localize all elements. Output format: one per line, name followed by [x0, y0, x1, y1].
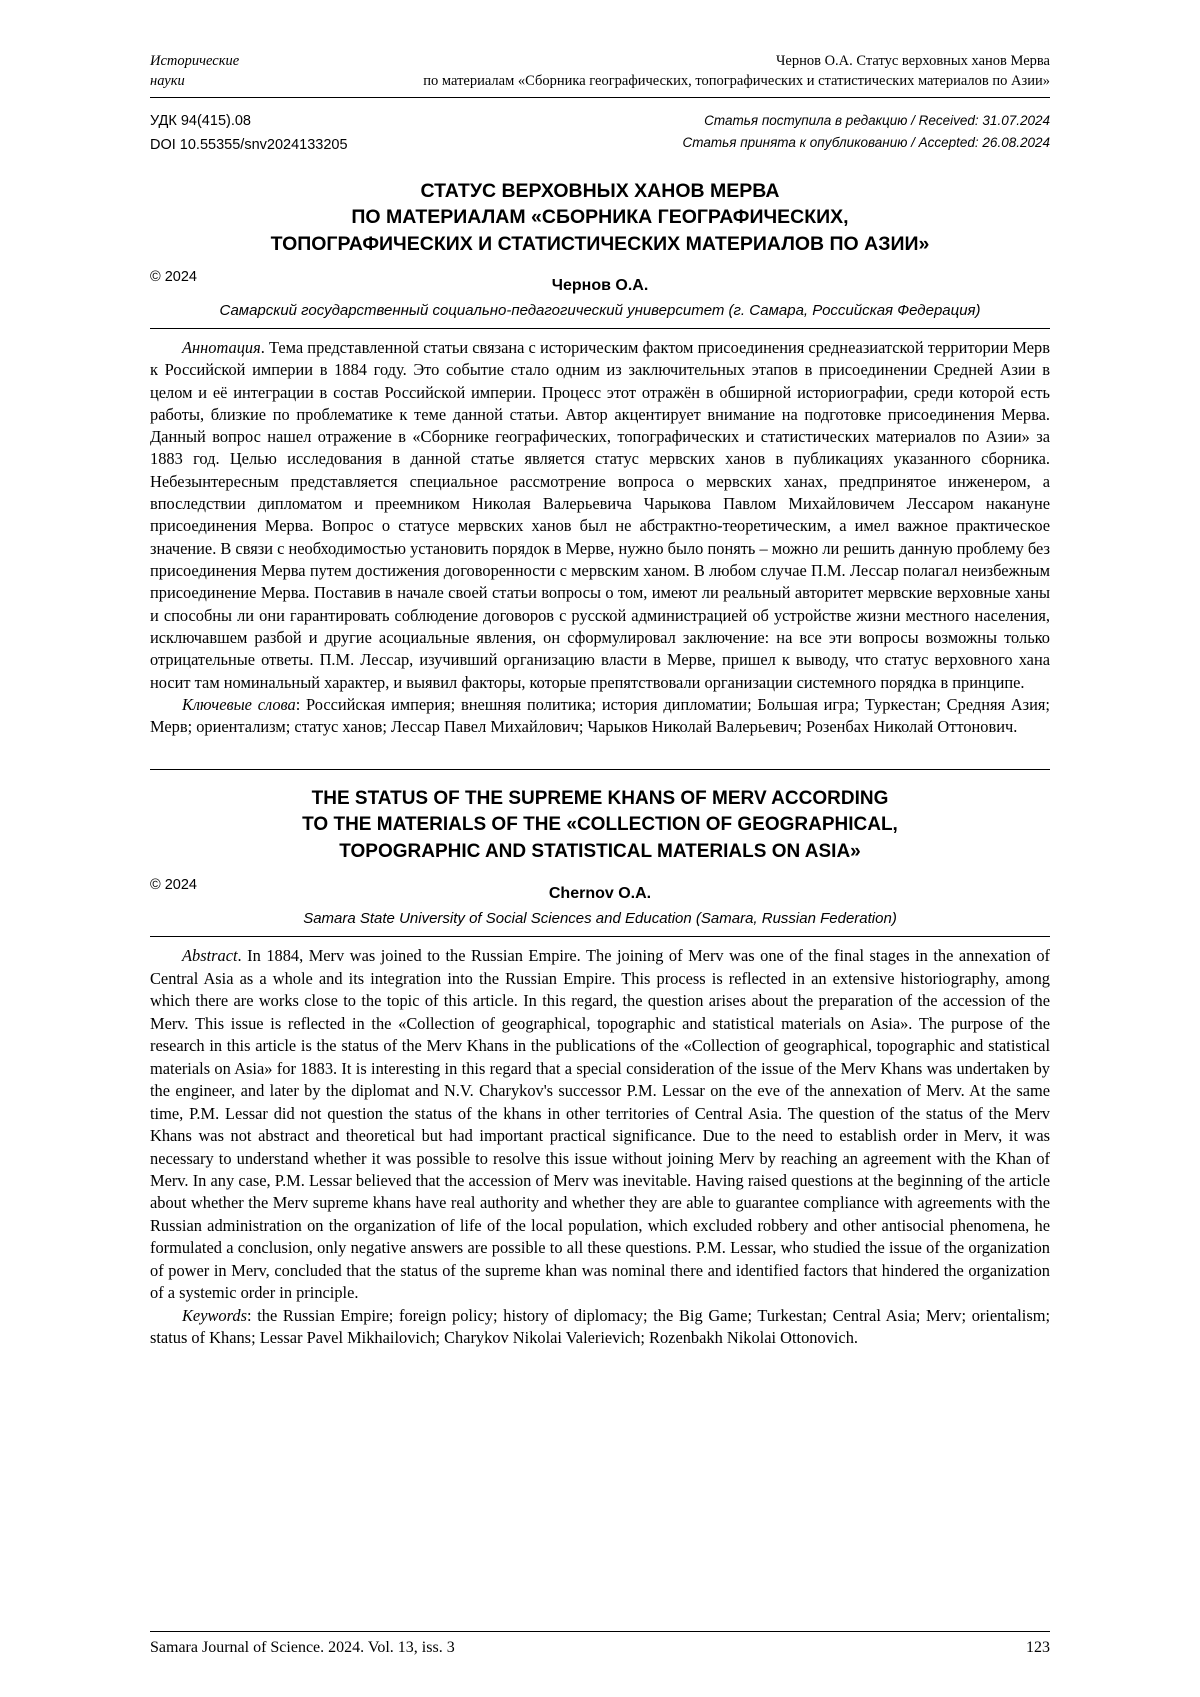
keywords-en-paragraph — [150, 1305, 1050, 1350]
abstract-label-ru: Аннотация — [182, 337, 261, 357]
affiliation-ru: Самарский государственный социально-педагогический университет (г. Самара, Российская Федерация) — [219, 301, 981, 319]
abstract-en — [150, 945, 1050, 1349]
header-divider — [150, 97, 1050, 98]
running-head-article — [310, 52, 1050, 91]
running-head-section — [150, 52, 310, 91]
article-meta — [150, 110, 1050, 158]
keywords-label-ru: Ключевые слова — [182, 694, 296, 714]
page-title-ru — [150, 178, 1050, 257]
abstract-ru — [150, 337, 1050, 739]
identifiers — [150, 110, 348, 158]
keywords-text-ru: : Российская империя; внешняя политика; история дипломатии; Большая игра; Туркестан; Средняя Азия; Мерв; ориентализм; статус ханов; Лессар Павел Михайлович; Чарыков Николай Валерьевич; Розенбах Николай Оттонович. — [150, 694, 1050, 737]
submission-dates — [683, 110, 1050, 158]
author-en: Chernov O.A. — [548, 885, 652, 903]
keywords-label-en: Keywords — [182, 1305, 247, 1325]
copyright-en: © 2024 — [150, 877, 197, 894]
footer-journal: Samara Journal of Science. 2024. Vol. 13, iss. 3 — [150, 1639, 455, 1656]
abstract-divider-ru — [150, 328, 1050, 329]
abstract-text-en: . In 1884, Merv was joined to the Russian Empire. The joining of Merv was one of the final stages in the annexation of Central Asia as a whole and its integration into the Russian Empire. This process is reflected in an extensive historiography, among which there are works close to the topic of this article. In this regard, the question arises about the preparation of the accession of the Merv. This issue is reflected in the «Collection of geographical, topographic and statistical materials on Asia». The purpose of the research in this article is the status of the Merv Khans in the publications of the «Collection of geographical, topographic and statistical materials on Asia» for 1883. It is interesting in this regard that a special consideration of the issue of the Merv Khans was undertaken by the engineer, and later by the diplomat and N.V. Charykov's successor P.M. Lessar on the eve of the annexation of Merv. At the same time, P.M. Lessar did not question the status of the khans in other territories of Central Asia. The question of the status of the Merv Khans was not abstract and theoretical but had important practical significance. Due to the need to establish order in Merv, it was necessary to understand whether it was possible to resolve this issue without joining Merv by reaching an agreement with the Khan of Merv. In any case, P.M. Lessar believed that the accession of Merv was inevitable. Having raised questions at the beginning of the article about whether the Merv supreme khans have real authority and whether they are able to guarantee compliance with agreements with the Russian administration on the organization of life of the local population, which excluded robbery and other antisocial phenomena, he formulated a conclusion, only negative answers are possible to all these questions. P.M. Lessar, who studied the issue of the organization of power in Merv, concluded that the status of the supreme khan was nominal there and identified factors that hindered the organization of a systemic order in principle. — [150, 946, 1050, 1303]
keywords-text-en: : the Russian Empire; foreign policy; history of diplomacy; the Big Game; Turkestan; Central Asia; Merv; orientalism; status of Khans; Lessar Pavel Mikhailovich; Charykov Nikolai Valerievich; Rozenbakh Nikolai Ottonovich. — [150, 1305, 1050, 1348]
page-title-en-line2: TO THE MATERIALS OF THE «COLLECTION OF GEOGRAPHICAL, — [302, 814, 898, 836]
english-section — [150, 769, 1050, 1350]
running-head-section-line2: науки — [150, 72, 185, 89]
author-ru: Чернов О.А. — [551, 276, 649, 294]
footer-page-number: 123 — [1026, 1639, 1050, 1656]
running-head-article-line1: Чернов О.А. Статус верховных ханов Мерва — [776, 53, 1050, 69]
copyright-ru: © 2024 — [150, 268, 197, 285]
abstract-text-ru: . Тема представленной статьи связана с историческим фактом присоединения среднеазиатской территории Мерв к Российской империи в 1884 году. Это событие стало одним из заключительных этапов в присоединении Средней Азии в целом и её интеграции в состав Российской империи. Процесс этот отражён в обширной историографии, среди которой есть работы, близкие по проблематике к теме данной статьи. Автор акцентирует внимание на подготовке присоединения Мерва. Данный вопрос нашел отражение в «Сборнике географических, топографических и статистических материалов по Азии» за 1883 год. Целью исследования в данной статье является статус мервских ханов в публикациях указанного сборника. Небезынтересным представляется специальное рассмотрение вопроса о мервских ханах, предпринятое инженером, а впоследствии дипломатом и преемником Николая Валерьевича Чарыкова Павлом Михайловичем Лессаром накануне присоединения Мерва. Вопрос о статусе мервских ханов был не абстрактно-теоретическим, а имел важное практическое значение. В связи с необходимостью установить порядок в Мерве, нужно было понять – можно ли решить данную проблему без присоединения Мерва путем достижения договоренности с мервским ханом. В любом случае П.М. Лессар полагал неизбежным присоединение Мерва. Поставив в начале своей статьи вопросы о том, имеют ли реальный авторитет мервские верховные ханы и способны ли они гарантировать соблюдение договоров с русской администрацией об устройстве жизни местного населения, исключавшем разбой и другие асоциальные явления, он сформулировал заключение: на все эти вопросы возможны только отрицательные ответы. П.М. Лессар, изучивший организацию власти в Мерве, пришел к выводу, что статус верховного хана носит там номинальный характер, и выявил факторы, которые препятствовали организации системного порядка в принципе. — [150, 337, 1050, 692]
abstract-label-en: Abstract — [182, 946, 238, 966]
running-head — [150, 52, 1050, 91]
page-title-ru-line2: ПО МАТЕРИАЛАМ «СБОРНИКА ГЕОГРАФИЧЕСКИХ, — [351, 206, 849, 229]
page-title-ru-line1: СТАТУС ВЕРХОВНЫХ ХАНОВ МЕРВА — [420, 179, 780, 202]
page-title-ru-line3: ТОПОГРАФИЧЕСКИХ И СТАТИСТИЧЕСКИХ МАТЕРИАЛОВ ПО АЗИИ» — [270, 232, 930, 255]
page-title-en — [150, 786, 1050, 866]
accepted-date: Статья принята к опубликованию / Accepted: 26.08.2024 — [682, 135, 1050, 151]
affiliation-en: Samara State University of Social Sciences and Education (Samara, Russian Federation) — [303, 910, 897, 928]
abstract-divider-en — [150, 936, 1050, 937]
page-title-en-line1: THE STATUS OF THE SUPREME KHANS OF MERV ACCORDING — [311, 787, 889, 809]
udc-code: УДК 94(415).08 — [150, 113, 251, 130]
received-date: Статья поступила в редакцию / Received: 31.07.2024 — [704, 113, 1050, 129]
page-title-en-line3: TOPOGRAPHIC AND STATISTICAL MATERIALS ON ASIA» — [339, 840, 861, 862]
doi-code[interactable]: DOI 10.55355/snv2024133205 — [150, 137, 348, 154]
page-footer — [150, 1631, 1050, 1657]
english-divider-top — [150, 769, 1050, 770]
running-head-section-line1: Исторические — [150, 53, 240, 69]
abstract-ru-paragraph — [150, 337, 1050, 694]
abstract-en-paragraph — [150, 945, 1050, 1305]
running-head-article-line2: по материалам «Сборника географических, топографических и статистических материалов по Азии» — [423, 72, 1050, 89]
keywords-ru-paragraph — [150, 694, 1050, 739]
